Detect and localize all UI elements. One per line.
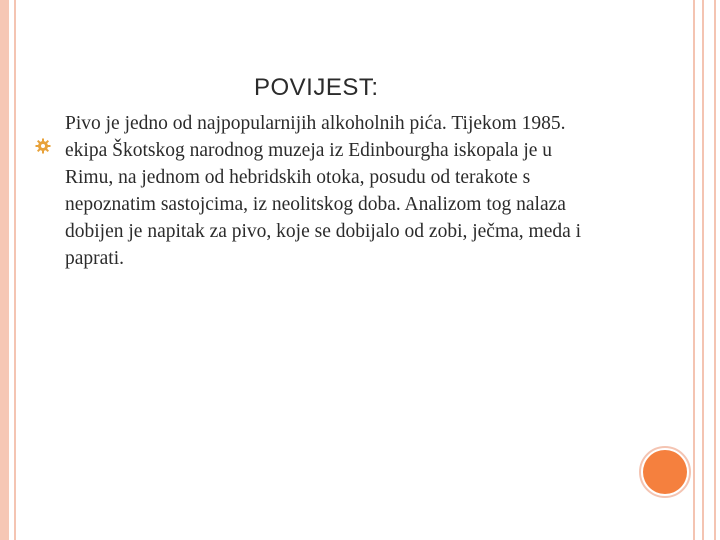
gear-bullet-icon	[35, 138, 51, 154]
frame-left-line	[14, 0, 16, 540]
frame-left-band	[0, 0, 9, 540]
frame-right-line	[693, 0, 695, 540]
bullet-paragraph: Pivo je jedno od najpopularnijih alkoholnih pića. Tijekom 1985. ekipa Škotskog narodnog muzeja iz Edinbourgha iskopala je u Rimu, na jednom od hebridskih otoka, posudu od terakote s nepoznatim sastojcima, iz neolitskog doba. Analizom tog nalaza dobijen je napitak za pivo, koje se dobijalo od zobi, ječma, meda i paprati.	[65, 113, 582, 269]
slide-title: POVIJEST:	[254, 74, 379, 101]
frame-right-line	[714, 0, 716, 540]
frame-right-line	[702, 0, 704, 540]
decorative-orange-circle	[643, 450, 687, 494]
